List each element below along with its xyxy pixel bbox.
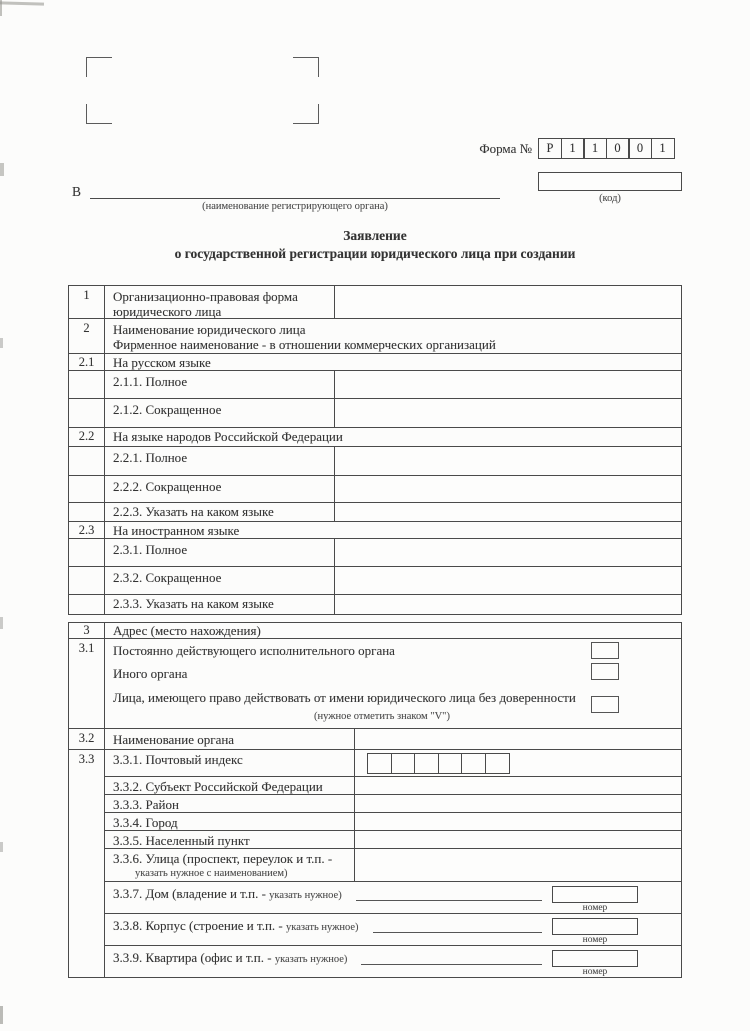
checkbox-permanent-executive-body[interactable]: [591, 642, 619, 659]
row-number: [69, 447, 105, 475]
checkbox-other-body[interactable]: [591, 663, 619, 680]
row-2-1: [69, 354, 681, 371]
row-label: На иностранном языке: [113, 523, 240, 538]
checkbox-person-without-poa[interactable]: [591, 696, 619, 713]
name-rf-lang-full-field[interactable]: [335, 447, 681, 475]
house-label-main: 3.3.7. Дом (владение и т.п. -: [113, 886, 266, 901]
row-number: [69, 567, 105, 594]
building-label: [113, 918, 359, 936]
crop-mark: [293, 57, 319, 77]
apartment-label-main: 3.3.9. Квартира (офис и т.п. -: [113, 950, 272, 965]
row-number: 2.2: [69, 428, 105, 446]
row-label-line1: Наименование юридического лица: [113, 322, 306, 337]
street-label-small: указать нужное с наименованием): [135, 868, 288, 879]
apartment-label: [113, 950, 347, 968]
row-number: 3: [69, 623, 105, 638]
postal-index-cell[interactable]: [438, 753, 463, 774]
row-3: [69, 623, 681, 639]
row-label: Организационно-правовая форма юридического лица: [105, 286, 335, 318]
postal-index-cells: [367, 753, 681, 774]
crop-mark: [86, 104, 112, 124]
row-label: 2.3.1. Полное: [105, 539, 335, 566]
scan-artifact: [0, 163, 4, 176]
row-label: На языке народов Российской Федерации: [113, 429, 343, 444]
postal-index-cell[interactable]: [367, 753, 392, 774]
row-3-3-8: [105, 914, 681, 946]
row-label: 3.3.1. Почтовый индекс: [105, 750, 355, 776]
row-3-3-3: [105, 795, 681, 813]
building-number-box[interactable]: [552, 918, 638, 935]
name-rf-lang-which-field[interactable]: [335, 503, 681, 521]
apartment-label-small: указать нужное): [274, 954, 348, 965]
name-foreign-short-field[interactable]: [335, 567, 681, 594]
row-label: Адрес (место нахождения): [113, 623, 261, 638]
house-number: [552, 886, 638, 913]
apartment-row: [105, 946, 681, 977]
row-number: [69, 595, 105, 614]
row-label: 2.2.2. Сокращенное: [105, 476, 335, 502]
city-field[interactable]: [355, 813, 681, 830]
building-label-main: 3.3.8. Корпус (строение и т.п. -: [113, 918, 283, 933]
row-number: [69, 371, 105, 398]
form-code-cells: [538, 138, 675, 159]
row-number: 3.3: [69, 750, 105, 977]
name-foreign-which-field[interactable]: [335, 595, 681, 614]
mark-with-v-note: (нужное отметить знаком "V"): [314, 711, 450, 722]
row-2-3-2: [69, 567, 681, 595]
house-row: [105, 882, 681, 913]
registering-authority-field[interactable]: [90, 185, 500, 199]
row-label: 2.3.3. Указать на каком языке: [105, 595, 335, 614]
row-number: [69, 476, 105, 502]
name-rf-lang-short-field[interactable]: [335, 476, 681, 502]
row-number: 1: [69, 286, 105, 318]
street-field[interactable]: [355, 849, 681, 881]
row-label: 2.2.1. Полное: [105, 447, 335, 475]
postal-index-field: [355, 750, 681, 776]
row-label: 3.3.3. Район: [105, 795, 355, 812]
name-ru-short-field[interactable]: [335, 399, 681, 427]
postal-index-cell[interactable]: [485, 753, 510, 774]
scan-artifact: [0, 617, 3, 629]
address-type-options: [105, 639, 681, 728]
address-details-block: [105, 750, 681, 977]
row-2-2-2: [69, 476, 681, 503]
sections-1-2-table: [68, 285, 682, 615]
row-3-3-1: [105, 750, 681, 777]
name-ru-full-field[interactable]: [335, 371, 681, 398]
row-label-line2: Фирменное наименование - в отношении коммерческих организаций: [113, 337, 496, 352]
section-3-table: [68, 622, 682, 978]
option-permanent-executive-body: Постоянно действующего исполнительного органа: [113, 643, 395, 658]
row-label: 2.3.2. Сокращенное: [105, 567, 335, 594]
house-number-box[interactable]: [552, 886, 638, 903]
row-label: 2.1.1. Полное: [105, 371, 335, 398]
scan-artifact: [0, 1006, 3, 1024]
apartment-write-line[interactable]: [361, 962, 542, 965]
row-number: [69, 539, 105, 566]
row-3-3-4: [105, 813, 681, 831]
scan-artifact: [0, 0, 2, 16]
option-other-body: Иного органа: [113, 666, 188, 681]
crop-mark: [293, 104, 319, 124]
form-number-label: Форма №: [479, 141, 532, 156]
street-label-main: 3.3.6. Улица (проспект, переулок и т.п. -: [113, 851, 333, 866]
form-code-cell: Р: [538, 138, 562, 159]
row-3-3-2: [105, 777, 681, 795]
settlement-field[interactable]: [355, 831, 681, 848]
form-title-line1: Заявление: [343, 228, 407, 243]
apartment-number-box[interactable]: [552, 950, 638, 967]
row-3-2: [69, 729, 681, 750]
row-3-3-6: [105, 849, 681, 882]
option-person-without-poa: Лица, имеющего право действовать от имени юридического лица без доверенности: [113, 690, 576, 705]
house-label-small: указать нужное): [269, 890, 342, 901]
registering-authority-caption: (наименование регистрирующего органа): [202, 201, 388, 212]
row-label: 2.1.2. Сокращенное: [105, 399, 335, 427]
form-title-line2: о государственной регистрации юридического лица при создании: [174, 246, 576, 261]
row-2: [69, 319, 681, 354]
apartment-number: [552, 950, 638, 977]
building-label-small: указать нужное): [286, 922, 359, 933]
region-field[interactable]: [355, 777, 681, 794]
house-number-caption: номер: [582, 903, 608, 913]
row-label: На русском языке: [113, 355, 211, 370]
row-number: [69, 399, 105, 427]
row-3-3: [69, 750, 681, 977]
scan-artifact: [0, 1, 44, 5]
row-number: 3.1: [69, 639, 105, 728]
row-label: 3.3.4. Город: [105, 813, 355, 830]
row-number: 2: [69, 319, 105, 353]
building-row: [105, 914, 681, 945]
postal-index-cell[interactable]: [461, 753, 486, 774]
scan-artifact: [0, 842, 3, 852]
postal-index-cell[interactable]: [391, 753, 416, 774]
row-label: [105, 849, 355, 881]
row-number: 2.1: [69, 354, 105, 370]
row-2-1-2: [69, 399, 681, 428]
building-number-caption: номер: [582, 935, 608, 945]
row-3-3-9: [105, 946, 681, 977]
apartment-number-caption: номер: [582, 967, 608, 977]
row-number: 3.2: [69, 729, 105, 749]
authority-code-field[interactable]: [538, 172, 682, 191]
row-2-3-3: [69, 595, 681, 614]
building-number: [552, 918, 638, 945]
addressee-prefix: В: [72, 184, 82, 199]
row-label: 3.3.5. Населенный пункт: [105, 831, 355, 848]
row-number: 2.3: [69, 522, 105, 538]
row-3-1: [69, 639, 681, 729]
row-2-3-1: [69, 539, 681, 567]
row-2-2-3: [69, 503, 681, 522]
house-write-line[interactable]: [356, 898, 542, 901]
opf-value-field[interactable]: [335, 286, 681, 318]
building-write-line[interactable]: [373, 930, 542, 933]
row-3-3-7: [105, 882, 681, 914]
postal-index-cell[interactable]: [414, 753, 439, 774]
row-label: Наименование органа: [105, 729, 355, 749]
form-code-cell: 1: [651, 138, 675, 159]
form-code-cell: 0: [628, 138, 652, 159]
row-label: 2.2.3. Указать на каком языке: [105, 503, 335, 521]
authority-code-caption: (код): [599, 193, 621, 204]
house-label: [113, 886, 342, 904]
row-2-2-1: [69, 447, 681, 476]
form-code-cell: 1: [561, 138, 585, 159]
crop-mark: [86, 57, 112, 77]
district-field[interactable]: [355, 795, 681, 812]
row-label: 3.3.2. Субъект Российской Федерации: [105, 777, 355, 794]
row-2-3: [69, 522, 681, 539]
row-number: [69, 503, 105, 521]
form-code-cell: 0: [606, 138, 630, 159]
name-foreign-full-field[interactable]: [335, 539, 681, 566]
row-1: [69, 286, 681, 319]
row-2-1-1: [69, 371, 681, 399]
row-label: [105, 319, 681, 353]
form-code-cell: 1: [583, 138, 607, 159]
row-2-2: [69, 428, 681, 447]
row-3-3-5: [105, 831, 681, 849]
scan-artifact: [0, 338, 3, 348]
body-name-field[interactable]: [355, 729, 681, 749]
